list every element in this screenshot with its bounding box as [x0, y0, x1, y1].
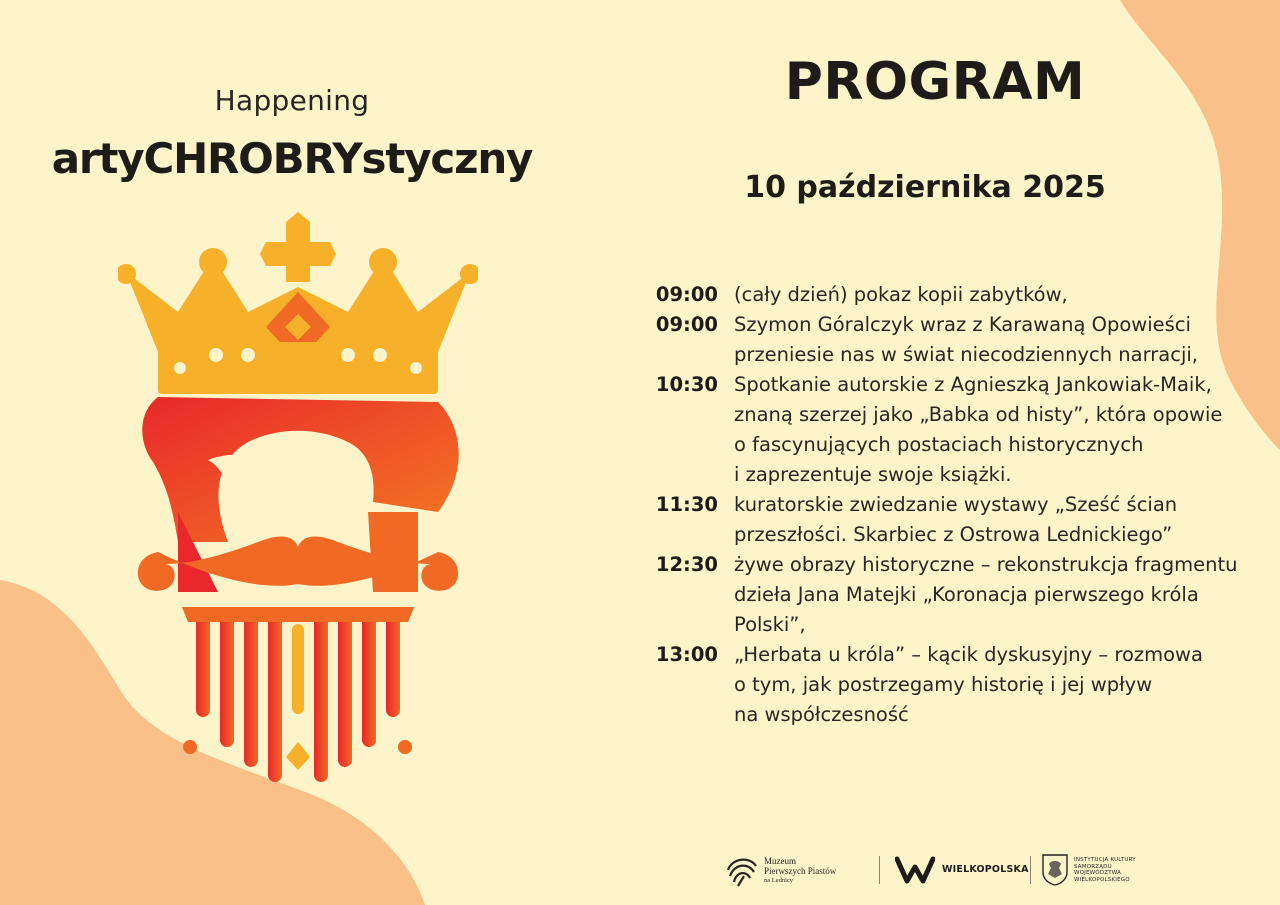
schedule-item: [636, 490, 1256, 550]
event-subtitle: Happening: [214, 84, 370, 117]
schedule-item: [636, 640, 1256, 730]
coat-of-arms-icon: [1042, 854, 1068, 886]
schedule-time: 09:00: [655, 283, 718, 306]
schedule-description: kuratorskie zwiedzanie wystawy „Sześć ścian przeszłości. Skarbiec z Ostrowa Lednickiego”: [734, 493, 1178, 546]
king-illustration: [118, 212, 478, 787]
logo-divider: [879, 856, 880, 884]
schedule-time: 13:00: [655, 643, 718, 666]
schedule-time: 09:00: [655, 313, 718, 336]
schedule-item: [636, 370, 1256, 490]
schedule-item: [636, 310, 1256, 370]
program-schedule: [636, 280, 1256, 730]
schedule-description: „Herbata u króla” – kącik dyskusyjny – rozmowa o tym, jak postrzegamy historię i jej wpływ na współczesność: [734, 643, 1203, 726]
schedule-time: 11:30: [655, 493, 718, 516]
schedule-time: 10:30: [655, 373, 718, 396]
wielkopolska-label: WIELKOPOLSKA: [942, 864, 1029, 875]
schedule-description: Szymon Góralczyk wraz z Karawaną Opowieści przeniesie nas w świat niecodziennych narracji,: [734, 313, 1199, 366]
event-date: 10 października 2025: [744, 170, 1106, 205]
wielkopolska-logo-icon: [895, 855, 935, 885]
program-heading: PROGRAM: [784, 52, 1086, 112]
schedule-item: [636, 280, 1256, 310]
schedule-description: Spotkanie autorskie z Agnieszką Jankowiak-Maik, znaną szerzej jako „Babka od histy”, która opowie o fascynujących postaciach historycznych i zaprezentuje swoje książki.: [734, 373, 1223, 486]
event-title: artyCHROBRYstyczny: [51, 134, 533, 183]
schedule-description: (cały dzień) pokaz kopii zabytków,: [734, 283, 1068, 306]
partner-logos: [722, 850, 1152, 890]
schedule-time: 12:30: [655, 553, 718, 576]
schedule-item: [636, 550, 1256, 640]
muzeum-name-line1: Muzeum: [764, 856, 796, 866]
muzeum-logo: [722, 850, 867, 890]
institution-line1: INSTYTUCJA KULTURY: [1074, 857, 1136, 863]
muzeum-name-line3: na Lednicy: [764, 877, 794, 884]
institution-line2: SAMORZĄDU: [1074, 863, 1112, 870]
muzeum-logo-icon: [724, 852, 760, 888]
logo-divider: [1030, 856, 1031, 884]
muzeum-name-line2: Pierwszych Piastów: [764, 866, 837, 876]
schedule-description: żywe obrazy historyczne – rekonstrukcja fragmentu dzieła Jana Matejki „Koronacja pierwszego króla Polski”,: [734, 553, 1238, 636]
institution-line3: WOJEWÓDZTWA: [1074, 870, 1122, 876]
institution-line4: WIELKOPOLSKIEGO: [1074, 876, 1130, 883]
